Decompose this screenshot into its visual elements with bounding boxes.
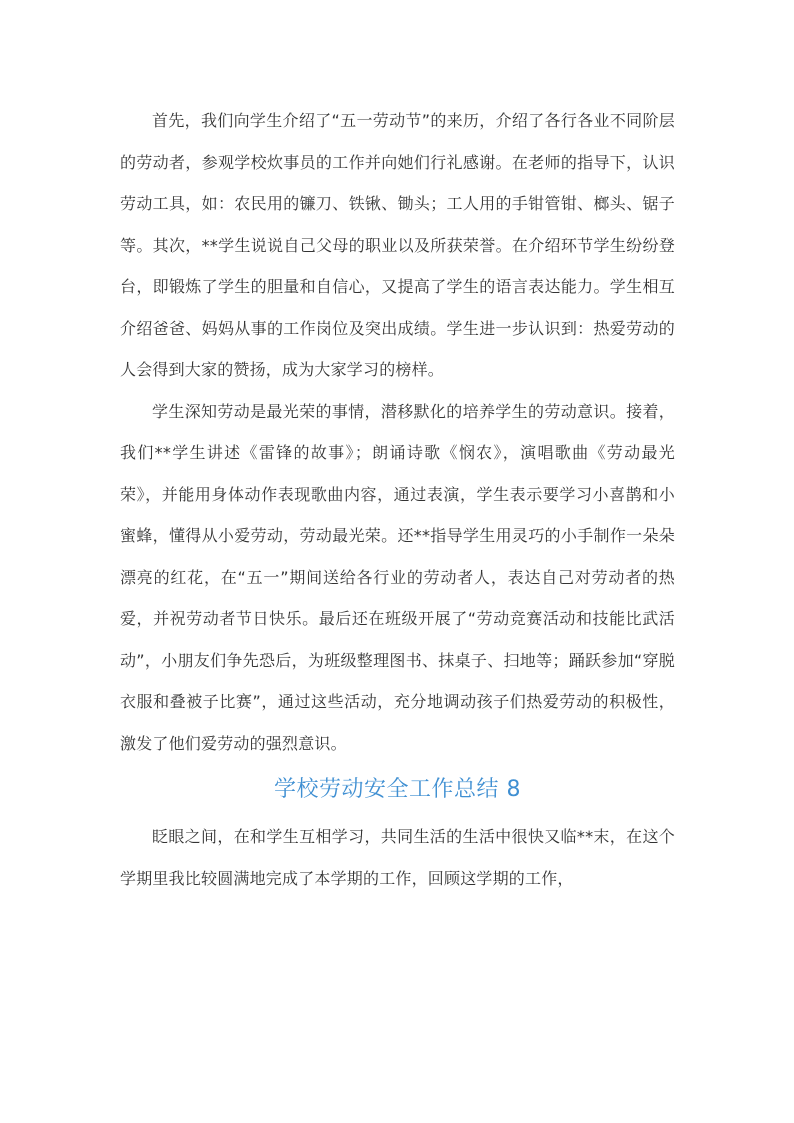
document-body	[120, 100, 675, 899]
paragraph-introduction: 首先，我们向学生介绍了“五一劳动节”的来历，介绍了各行各业不同阶层的劳动者，参观学校炊事员的工作并向她们行礼感谢。在老师的指导下，认识劳动工具，如：农民用的镰刀、铁锹、锄头；工人用的手钳管钳、榔头、锯子等。其次，**学生说说自己父母的职业以及所获荣誉。在介绍环节学生纷纷登台，即锻炼了学生的胆量和自信心，又提高了学生的语言表达能力。学生相互介绍爸爸、妈妈从事的工作岗位及突出成绩。学生进一步认识到：热爱劳动的人会得到大家的赞扬，成为大家学习的榜样。	[120, 111, 675, 379]
paragraph-summary-start: 眨眼之间，在和学生互相学习，共同生活的生活中很快又临**末，在这个学期里我比较圆满地完成了本学期的工作，回顾这学期的工作，	[120, 827, 675, 888]
section-title: 学校劳动安全工作总结 8	[274, 777, 521, 802]
paragraph-activities: 学生深知劳动是最光荣的事情，潜移默化的培养学生的劳动意识。接着，我们**学生讲述《雷锋的故事》；朗诵诗歌《悯农》，演唱歌曲《劳动最光荣》，并能用身体动作表现歌曲内容，通过表演，学生表示要学习小喜鹊和小蜜蜂，懂得从小爱劳动，劳动最光荣。还**指导学生用灵巧的小手制作一朵朵漂亮的红花，在“五一”期间送给各行业的劳动者人，表达自己对劳动者的热爱，并祝劳动者节日快乐。最后还在班级开展了“劳动竞赛活动和技能比武活动”，小朋友们争先恐后，为班级整理图书、抹桌子、扫地等；踊跃参加“穿脱衣服和叠被子比赛”，通过这些活动，充分地调动孩子们热爱劳动的积极性，激发了他们爱劳动的强烈意识。	[120, 401, 675, 753]
